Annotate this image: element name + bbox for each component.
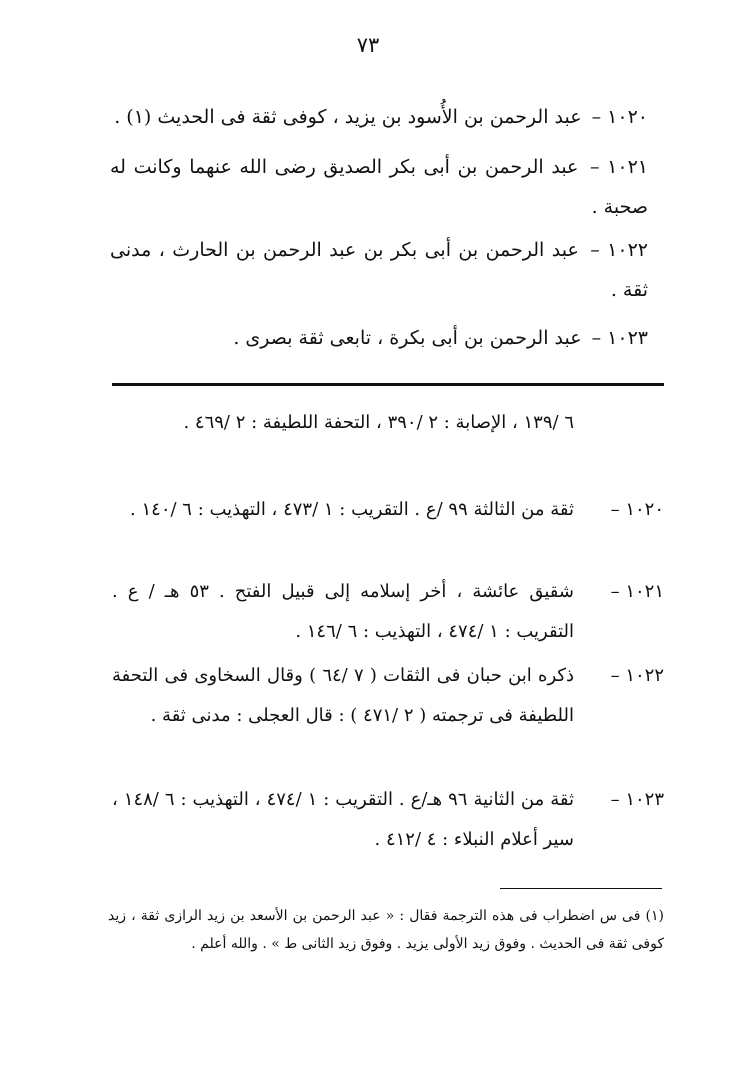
note-1020 [112,490,664,530]
footnote: (١) فى س اضطراب فى هذه الترجمة فقال : « عبد الرحمن بن الأسعد بن زيد الرازى ثقة ، زيد كوفى ثقة فى الحديث . وفوق زيد الأولى يزيد . وفوق زيد الثانى ط » . والله أعلم . [108,908,664,952]
note-continuation [112,403,664,443]
entry-1020 [110,97,648,137]
note-1021 [112,572,664,652]
notes-divider [112,383,664,386]
note-number: ١٠٢٠ – [610,499,664,520]
entry-text: عبد الرحمن بن الأُسود بن يزيد ، كوفى ثقة فى الحديث (١) . [114,106,582,128]
entry-text: عبد الرحمن بن أبى بكر بن عبد الرحمن بن الحارث ، مدنى ثقة . [110,239,648,301]
note-text: ثقة من الثانية ٩٦ هـ/ع . التقريب : ١ /٤٧٤ ، التهذيب : ٦ /١٤٨ ، سير أعلام النبلاء : ٤ /٤١٢ . [112,789,574,850]
entry-1022 [110,230,648,310]
note-1022 [112,656,664,736]
note-1023 [112,780,664,860]
note-text: ثقة من الثالثة ٩٩ /ع . التقريب : ١ /٤٧٣ ، التهذيب : ٦ /١٤٠ . [130,499,574,520]
entry-text: عبد الرحمن بن أبى بكرة ، تابعى ثقة بصرى . [233,327,582,349]
note-text: شقيق عائشة ، أخر إسلامه إلى قبيل الفتح . ٥٣ هـ / ع . التقريب : ١ /٤٧٤ ، التهذيب : ٦ /١٤٦ . [112,581,574,642]
entry-number: ١٠٢٠ – [591,106,648,128]
entry-number: ١٠٢٣ – [591,327,648,349]
entry-1021 [110,147,648,227]
note-text: ٦ /١٣٩ ، الإصابة : ٢ /٣٩٠ ، التحفة اللطيفة : ٢ /٤٦٩ . [183,412,574,433]
entry-text: عبد الرحمن بن أبى بكر الصديق رضى الله عنهما وكانت له صحبة . [110,156,648,218]
page-number: ٧٣ [356,33,380,57]
note-number: ١٠٢٢ – [610,665,664,686]
note-number: ١٠٢١ – [610,581,664,602]
note-text: ذكره ابن حبان فى الثقات ( ٧ /٦٤ ) وقال السخاوى فى التحفة اللطيفة فى ترجمته ( ٢ /٤٧١ ) : قال العجلى : مدنى ثقة . [112,665,574,726]
entry-number: ١٠٢١ – [590,156,648,178]
entry-number: ١٠٢٢ – [590,239,648,261]
note-number: ١٠٢٣ – [610,789,664,810]
footnote-divider [500,888,662,889]
entry-1023 [110,318,648,358]
